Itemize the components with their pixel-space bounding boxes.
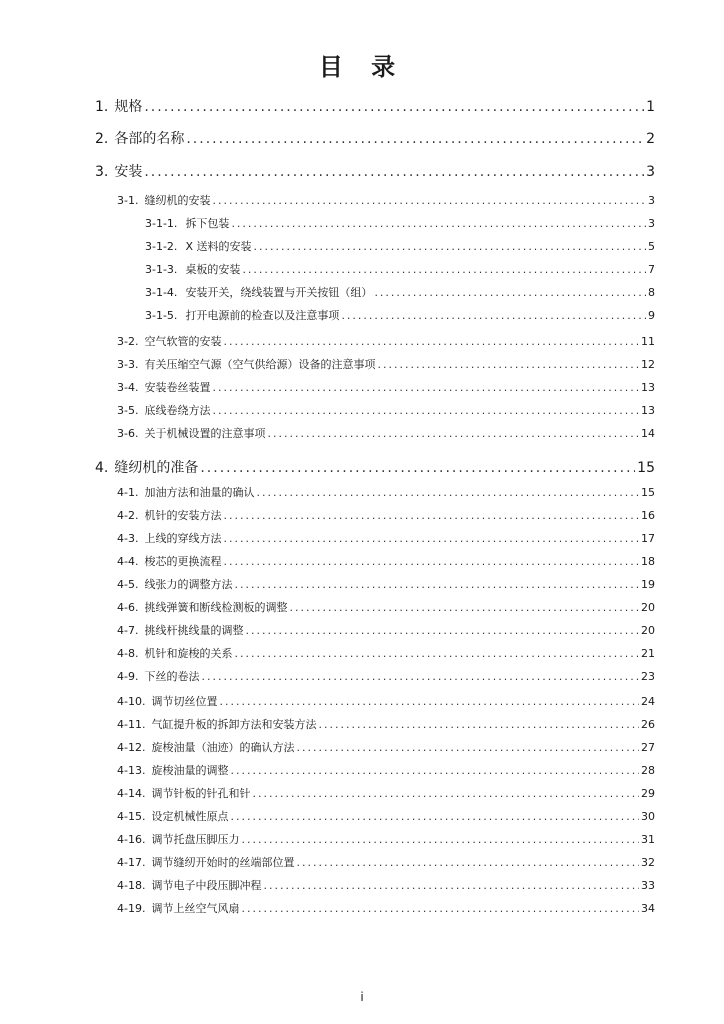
toc-entry[interactable] [117, 426, 655, 442]
toc-section-number: 4-19. [117, 902, 146, 915]
dot-leader [253, 239, 646, 255]
toc-entry-label [117, 334, 221, 350]
toc-page-number: 30 [641, 810, 655, 823]
toc-entry-label [117, 554, 221, 570]
toc-entry-label [145, 262, 240, 278]
dot-leader [144, 97, 644, 117]
toc-section-number: 4-12. [117, 741, 146, 754]
toc-entry[interactable] [95, 458, 655, 478]
toc-entry-title: 关于机械设置的注意事项 [144, 427, 266, 440]
toc-entry[interactable] [117, 669, 655, 685]
dot-leader [231, 216, 646, 232]
dot-leader [377, 357, 639, 373]
toc-entry[interactable] [117, 740, 655, 756]
toc-section-number: 4-18. [117, 879, 146, 892]
toc-entry-title: 机针和旋梭的关系 [144, 647, 233, 660]
toc-entry[interactable] [145, 239, 655, 255]
toc-entry-label [117, 380, 210, 396]
toc-entry-title: 缝纫机的准备 [114, 460, 199, 476]
toc-page-number: 33 [641, 879, 655, 892]
toc-section-number: 4-2. [117, 509, 139, 522]
toc-page-number: 1 [646, 99, 655, 115]
page-number: i [360, 990, 364, 1004]
toc-entry[interactable] [117, 878, 655, 894]
toc-page-number: 24 [641, 695, 655, 708]
toc-section-number: 4-3. [117, 532, 139, 545]
toc-page-number: 16 [641, 509, 655, 522]
toc-section-number: 4-13. [117, 764, 146, 777]
toc-page-number: 13 [641, 404, 655, 417]
toc-entry-label [117, 786, 250, 802]
toc-section-number: 4-11. [117, 718, 146, 731]
toc-entry-title: 调节电子中段压脚冲程 [151, 879, 262, 892]
toc-entry[interactable] [117, 193, 655, 209]
toc-section-number: 3-4. [117, 381, 139, 394]
toc-entry-title: X 送料的安装 [185, 240, 252, 253]
toc-section-number: 3-2. [117, 335, 139, 348]
dot-leader [223, 554, 639, 570]
toc-page-number: 18 [641, 555, 655, 568]
dot-leader [252, 786, 639, 802]
toc-page-number: 3 [648, 194, 655, 207]
toc-entry[interactable] [95, 97, 655, 117]
toc-entry[interactable] [117, 646, 655, 662]
dot-leader [241, 832, 639, 848]
toc-entry-label [117, 193, 210, 209]
toc-section-number: 3. [95, 164, 109, 180]
dot-leader [296, 855, 639, 871]
dot-leader [318, 717, 639, 733]
toc-entry[interactable] [117, 623, 655, 639]
toc-entry-label [95, 162, 142, 182]
toc-section-number: 4-8. [117, 647, 139, 660]
toc-entry-label [117, 717, 316, 733]
toc-entry-title: 调节针板的针孔和针 [151, 787, 251, 800]
toc-entry-label [117, 426, 265, 442]
toc-entry-title: 旋梭油量的调整 [151, 764, 229, 777]
toc-entry-label [117, 740, 294, 756]
toc-entry-title: 挑线杆挑线量的调整 [144, 624, 244, 637]
toc-entry[interactable] [117, 763, 655, 779]
toc-entry-label [117, 901, 239, 917]
toc-entry-label [117, 577, 232, 593]
toc-entry[interactable] [117, 694, 655, 710]
toc-section-number: 3-1-1. [145, 217, 178, 230]
toc-page-number: 2 [646, 131, 655, 147]
toc-entry-title: 拆下包装 [185, 217, 230, 230]
toc-entry-title: 梭芯的更换流程 [144, 555, 222, 568]
toc-section-number: 3-3. [117, 358, 139, 371]
toc-entry[interactable] [117, 832, 655, 848]
toc-entry[interactable] [95, 162, 655, 182]
toc-page-number: 20 [641, 601, 655, 614]
toc-entry[interactable] [117, 786, 655, 802]
toc-page-number: 32 [641, 856, 655, 869]
toc-entry-title: 调节缝纫开始时的丝端部位置 [151, 856, 295, 869]
toc-entry-label [145, 308, 339, 324]
toc-entry[interactable] [145, 308, 655, 324]
dot-leader [212, 380, 639, 396]
toc-entry[interactable] [117, 600, 655, 616]
toc-entry[interactable] [117, 577, 655, 593]
dot-leader [200, 458, 635, 478]
toc-section-number: 3-6. [117, 427, 139, 440]
toc-page-number: 20 [641, 624, 655, 637]
toc-entry-label [117, 600, 287, 616]
toc-entry[interactable] [117, 717, 655, 733]
toc-page-number: 3 [648, 217, 655, 230]
toc-entry-label [117, 878, 261, 894]
toc-entry-title: 安装卷丝装置 [144, 381, 211, 394]
toc-section-number: 4-10. [117, 695, 146, 708]
toc-entry-label [95, 129, 184, 149]
toc-entry-title: 底线卷绕方法 [144, 404, 211, 417]
toc-entry-title: 气缸提升板的拆卸方法和安装方法 [151, 718, 317, 731]
dot-leader [245, 623, 639, 639]
toc-entry[interactable] [145, 262, 655, 278]
dot-leader [374, 285, 646, 301]
dot-leader [234, 577, 639, 593]
toc-page-number: 5 [648, 240, 655, 253]
toc-entry-label [95, 458, 198, 478]
dot-leader [296, 740, 639, 756]
toc-entry[interactable] [117, 485, 655, 501]
toc-section-number: 2. [95, 131, 109, 147]
toc-section-number: 3-1-2. [145, 240, 178, 253]
toc-section-number: 3-1-4. [145, 286, 178, 299]
toc-section-number: 3-5. [117, 404, 139, 417]
toc-entry-label [117, 623, 243, 639]
toc-page-number: 15 [637, 460, 655, 476]
toc-page-number: 15 [641, 486, 655, 499]
dot-leader [212, 403, 639, 419]
dot-leader [219, 694, 639, 710]
toc-section-number: 4-7. [117, 624, 139, 637]
toc-page-number: 27 [641, 741, 655, 754]
toc-entry-label [145, 216, 229, 232]
dot-leader [267, 426, 639, 442]
toc-entry[interactable] [117, 403, 655, 419]
toc-page-number: 9 [648, 309, 655, 322]
toc-entry-label [117, 855, 294, 871]
toc-section-number: 4-15. [117, 810, 146, 823]
toc-entry-title: 有关压缩空气源（空气供给源）设备的注意事项 [144, 358, 376, 371]
toc-page-number: 28 [641, 764, 655, 777]
toc-entry[interactable] [117, 855, 655, 871]
toc-entry-title: 各部的名称 [114, 131, 185, 147]
toc-section-number: 1. [95, 99, 109, 115]
toc-entry-label [117, 357, 375, 373]
toc-page-number: 7 [648, 263, 655, 276]
dot-leader [263, 878, 639, 894]
toc-page-number: 13 [641, 381, 655, 394]
toc-entry-label [117, 531, 221, 547]
toc-section-number: 4-6. [117, 601, 139, 614]
toc-page-number: 26 [641, 718, 655, 731]
dot-leader [289, 600, 639, 616]
toc-page-number: 11 [641, 335, 655, 348]
toc-entry-title: 安装 [114, 164, 143, 180]
toc-entry[interactable] [117, 334, 655, 350]
dot-leader [223, 334, 639, 350]
toc-entry[interactable] [145, 285, 655, 301]
toc-entry-label [117, 508, 221, 524]
dot-leader [223, 508, 639, 524]
toc-entry-label [117, 485, 254, 501]
toc-section-number: 4-4. [117, 555, 139, 568]
toc-entry-title: 机针的安装方法 [144, 509, 222, 522]
toc-entry[interactable] [95, 129, 655, 149]
toc-section-number: 4-14. [117, 787, 146, 800]
toc-page-number: 12 [641, 358, 655, 371]
toc-page-number: 31 [641, 833, 655, 846]
toc-entry-title: 设定机械性原点 [151, 810, 229, 823]
toc-entry-title: 桌板的安装 [185, 263, 241, 276]
dot-leader [256, 485, 639, 501]
toc-entry[interactable] [117, 508, 655, 524]
toc-section-number: 3-1-5. [145, 309, 178, 322]
toc-entry[interactable] [117, 554, 655, 570]
dot-leader [234, 646, 639, 662]
toc-entry-label [117, 763, 228, 779]
dot-leader [186, 129, 644, 149]
toc-section-number: 3-1. [117, 194, 139, 207]
toc-entry-title: 旋梭油量（油迹）的确认方法 [151, 741, 295, 754]
toc-section-number: 4-17. [117, 856, 146, 869]
toc-entry[interactable] [117, 901, 655, 917]
toc-entry-label [117, 669, 199, 685]
dot-leader [241, 901, 639, 917]
dot-leader [230, 763, 639, 779]
toc-entry-title: 上线的穿线方法 [144, 532, 222, 545]
toc-page-number: 3 [646, 164, 655, 180]
toc-entry[interactable] [145, 216, 655, 232]
toc-entry-label [117, 832, 239, 848]
toc-entry-label [117, 646, 232, 662]
toc-entry-label [117, 403, 210, 419]
toc-section-number: 3-1-3. [145, 263, 178, 276]
toc-entry-label [117, 694, 217, 710]
toc-page-number: 17 [641, 532, 655, 545]
toc-page-number: 34 [641, 902, 655, 915]
toc-page-number: 21 [641, 647, 655, 660]
page-title: 目 录 [318, 53, 406, 81]
toc-entry-title: 加油方法和油量的确认 [144, 486, 255, 499]
toc-entry-title: 空气软管的安装 [144, 335, 222, 348]
toc-page-number: 19 [641, 578, 655, 591]
toc-entry-label [145, 239, 251, 255]
toc-entry[interactable] [117, 809, 655, 825]
toc-entry[interactable] [117, 380, 655, 396]
toc-entry-title: 下丝的卷法 [144, 670, 200, 683]
toc-entry-title: 安装开关，绕线装置与开关按钮（组） [185, 286, 373, 299]
toc-entry-title: 挑线弹簧和断线检测板的调整 [144, 601, 288, 614]
toc-entry-title: 缝纫机的安装 [144, 194, 211, 207]
toc-entry-title: 线张力的调整方法 [144, 578, 233, 591]
dot-leader [341, 308, 646, 324]
dot-leader [212, 193, 646, 209]
toc-entry-label [95, 97, 142, 117]
toc-page-number: 14 [641, 427, 655, 440]
dot-leader [223, 531, 639, 547]
dot-leader [144, 162, 644, 182]
dot-leader [201, 669, 639, 685]
toc-page-number: 8 [648, 286, 655, 299]
toc-section-number: 4-1. [117, 486, 139, 499]
toc-section-number: 4-9. [117, 670, 139, 683]
dot-leader [230, 809, 639, 825]
dot-leader [242, 262, 646, 278]
toc-page-number: 23 [641, 670, 655, 683]
toc-entry-title: 规格 [114, 99, 143, 115]
toc-entry-title: 调节切丝位置 [151, 695, 218, 708]
toc-entry-title: 调节托盘压脚压力 [151, 833, 240, 846]
toc-page-number: 29 [641, 787, 655, 800]
toc-entry-title: 打开电源前的检查以及注意事项 [185, 309, 340, 322]
toc-section-number: 4-5. [117, 578, 139, 591]
toc-section-number: 4. [95, 460, 109, 476]
toc-entry-title: 调节上丝空气风扇 [151, 902, 240, 915]
toc-entry[interactable] [117, 531, 655, 547]
toc-entry[interactable] [117, 357, 655, 373]
toc-entry-label [145, 285, 372, 301]
toc-section-number: 4-16. [117, 833, 146, 846]
toc-entry-label [117, 809, 228, 825]
